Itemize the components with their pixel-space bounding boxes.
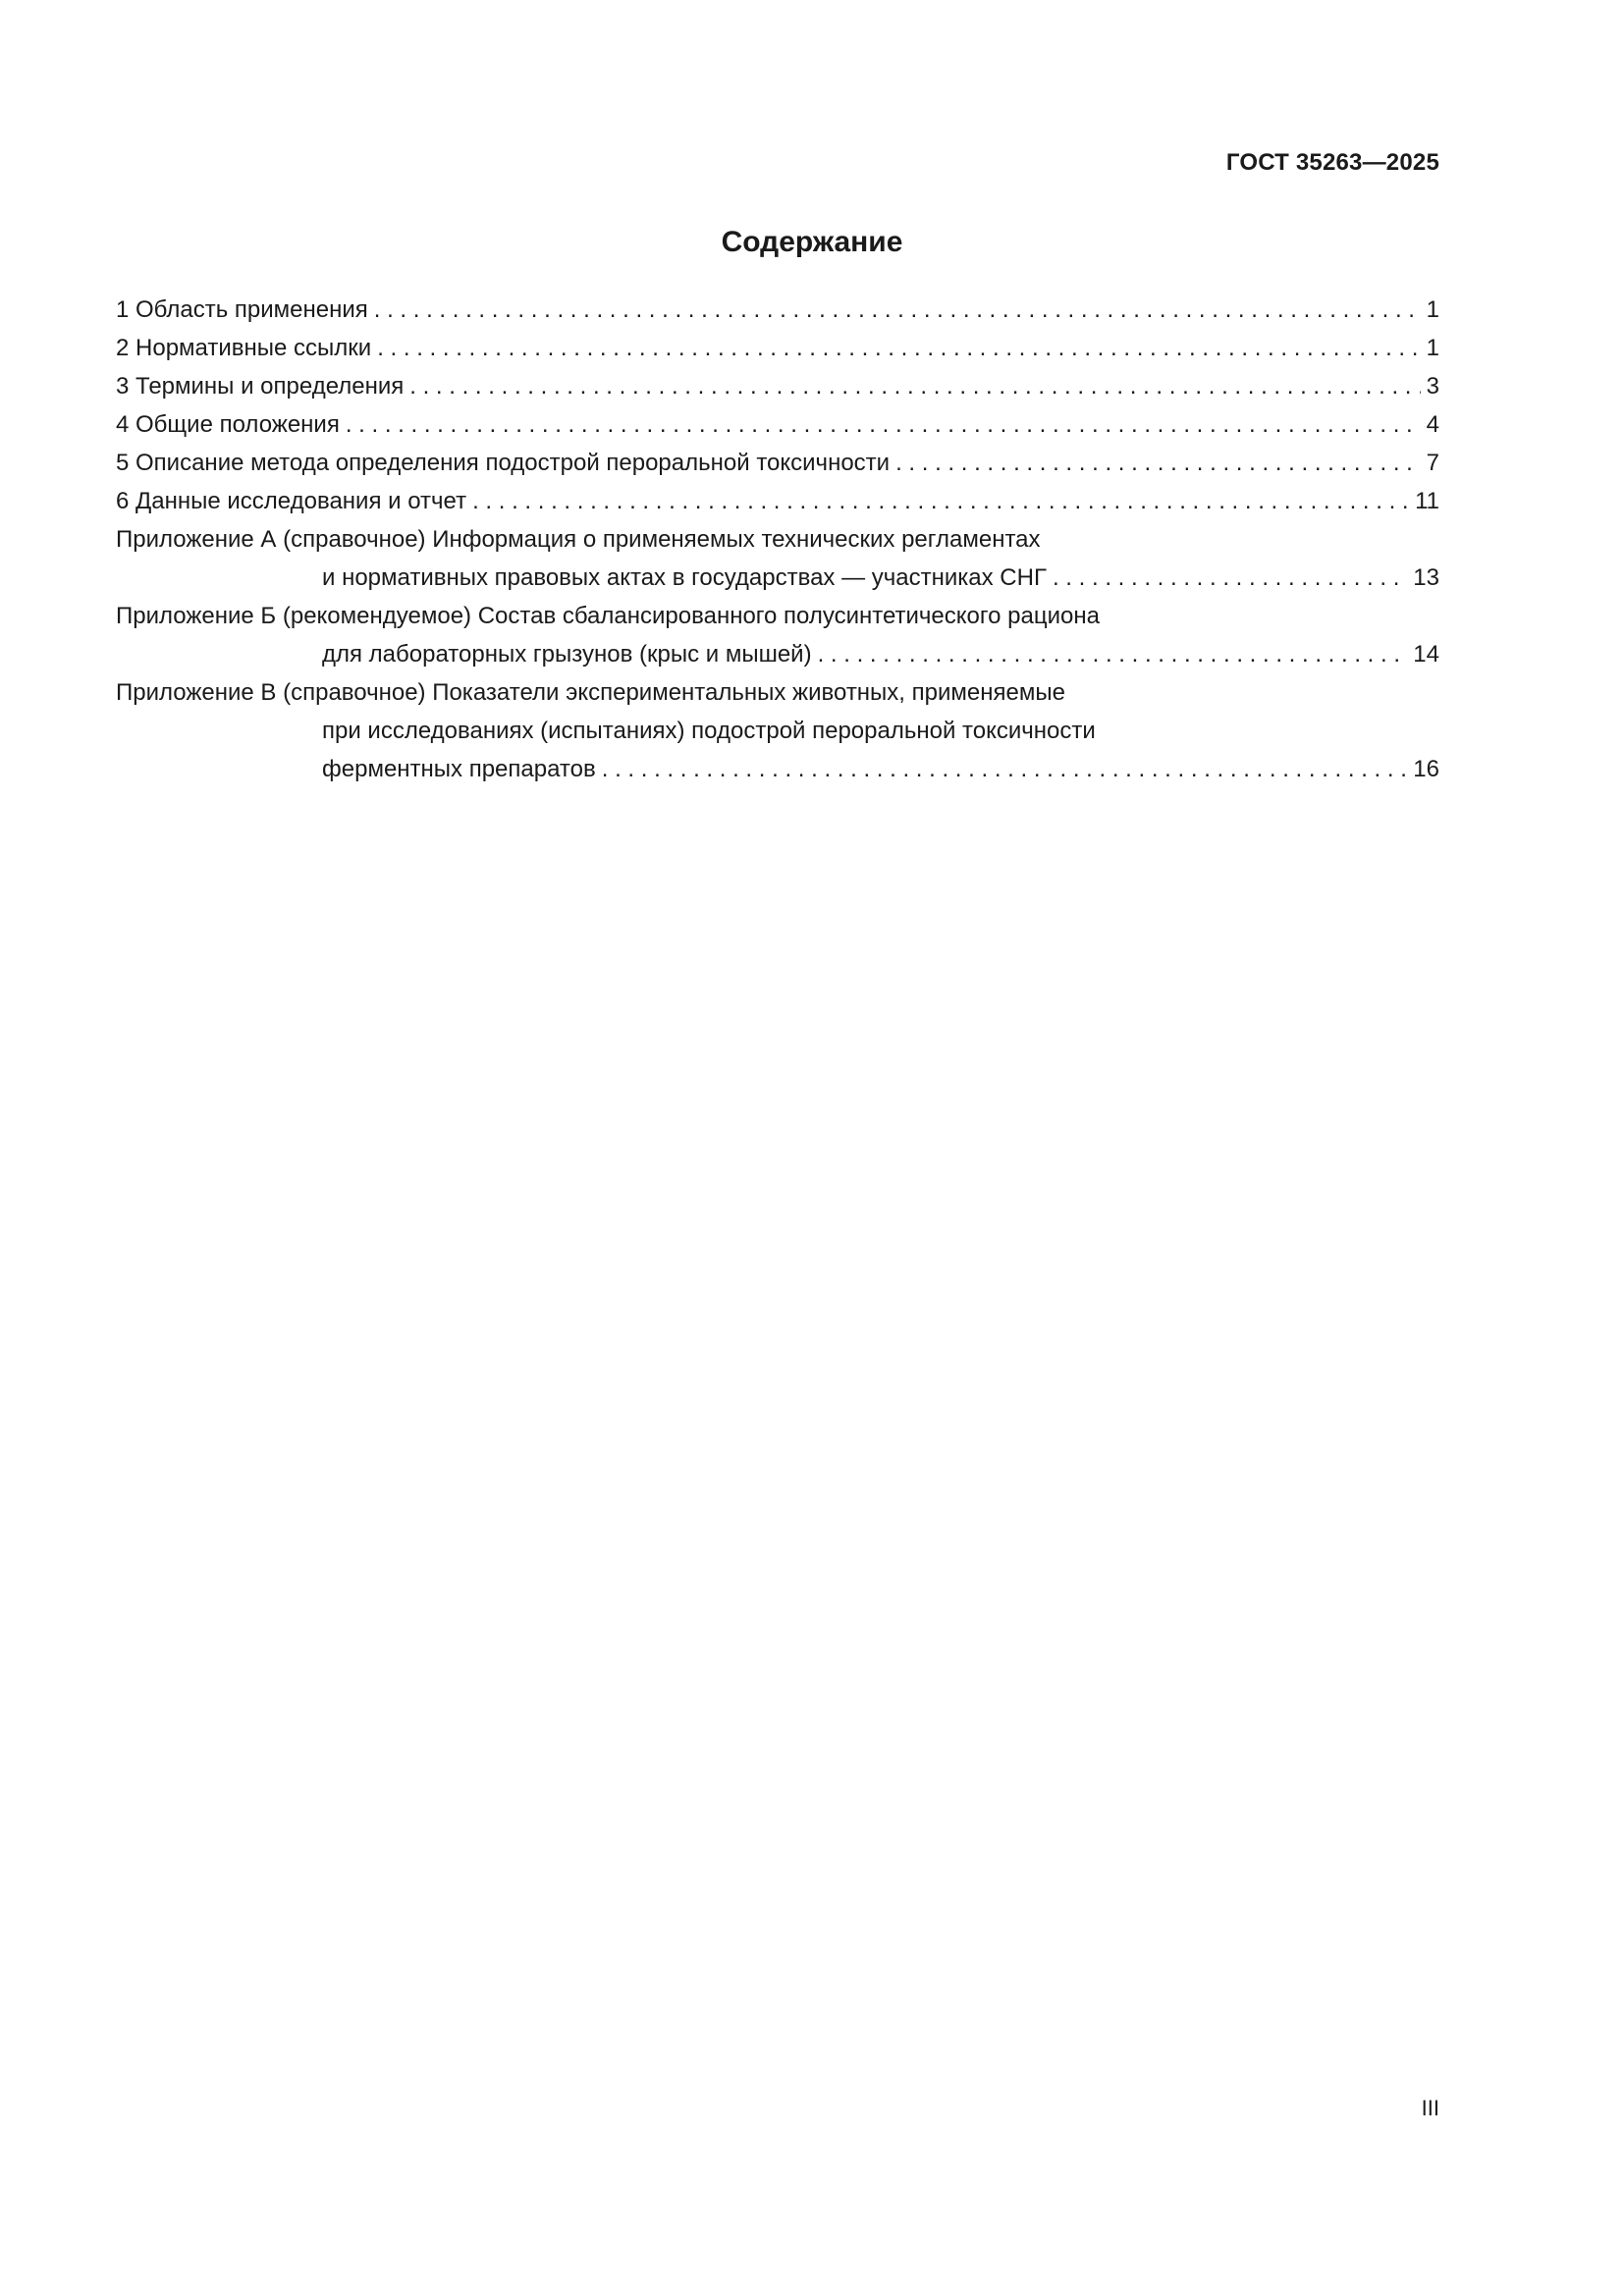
- toc-entry-5[interactable]: [116, 444, 1439, 482]
- toc-entry-appendix-b[interactable]: [116, 597, 1439, 673]
- toc-entry-page: 13: [1413, 564, 1439, 591]
- toc-entry-6[interactable]: [116, 482, 1439, 520]
- toc-entry-page: 7: [1426, 450, 1439, 476]
- toc-entry-text: 5 Описание метода определения подострой пероральной токсичности: [116, 450, 891, 476]
- toc-entry-1[interactable]: [116, 291, 1439, 329]
- toc-entry-4[interactable]: [116, 405, 1439, 444]
- toc-entry-text-continuation: при исследованиях (испытаниях) подострой пероральной токсичности: [322, 718, 1096, 744]
- toc-entry-page: 4: [1426, 411, 1439, 438]
- toc-leader-dots: [602, 750, 1408, 788]
- toc-entry-page: 16: [1413, 756, 1439, 782]
- toc-entry-text: 3 Термины и определения: [116, 373, 405, 400]
- toc-entry-2[interactable]: [116, 329, 1439, 367]
- page-number: III: [1421, 2096, 1439, 2120]
- toc-leader-dots: [472, 482, 1409, 520]
- toc-entry-page: 11: [1415, 488, 1439, 514]
- document-code: ГОСТ 35263—2025: [1225, 149, 1439, 176]
- toc-entry-page: 3: [1426, 373, 1439, 400]
- toc-entry-text: Приложение В (справочное) Показатели экспериментальных животных, применяемые: [116, 679, 1065, 706]
- toc-entry-text: 1 Область применения: [116, 296, 368, 323]
- toc-entry-text-continuation: и нормативных правовых актах в государствах — участниках СНГ: [322, 564, 1047, 591]
- toc-entry-page: 14: [1413, 641, 1439, 667]
- toc-leader-dots: [377, 329, 1420, 367]
- toc-leader-dots: [895, 444, 1421, 482]
- toc-entry-appendix-v[interactable]: [116, 673, 1439, 788]
- toc-entry-text: Приложение А (справочное) Информация о применяемых технических регламентах: [116, 526, 1041, 553]
- table-of-contents: [116, 291, 1439, 788]
- toc-entry-page: 1: [1426, 335, 1439, 361]
- toc-leader-dots: [374, 291, 1421, 329]
- toc-leader-dots: [409, 367, 1420, 405]
- toc-leader-dots: [346, 405, 1421, 444]
- toc-entry-appendix-a[interactable]: [116, 520, 1439, 597]
- toc-entry-3[interactable]: [116, 367, 1439, 405]
- toc-entry-text: 4 Общие положения: [116, 411, 340, 438]
- toc-entry-text-continuation: ферментных препаратов: [322, 756, 596, 782]
- toc-entry-text: 6 Данные исследования и отчет: [116, 488, 467, 514]
- toc-title: Содержание: [721, 226, 903, 258]
- toc-entry-text: 2 Нормативные ссылки: [116, 335, 372, 361]
- toc-leader-dots: [1053, 559, 1407, 597]
- toc-entry-page: 1: [1426, 296, 1439, 323]
- toc-entry-text-continuation: для лабораторных грызунов (крыс и мышей): [322, 641, 812, 667]
- toc-leader-dots: [818, 635, 1408, 673]
- toc-entry-text: Приложение Б (рекомендуемое) Состав сбалансированного полусинтетического рациона: [116, 603, 1100, 629]
